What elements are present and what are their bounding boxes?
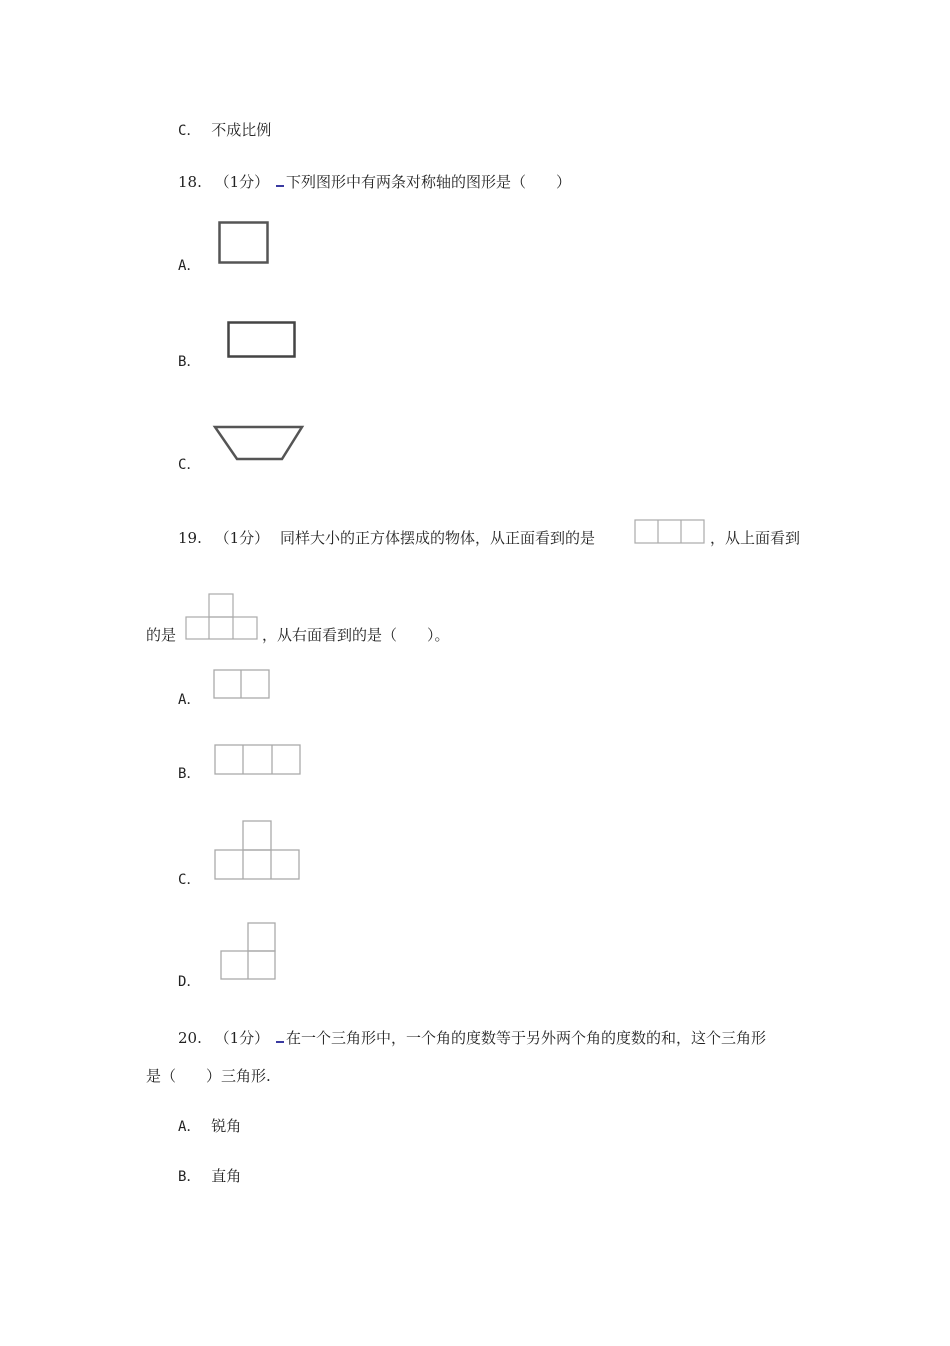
q18-option-c-label: C． bbox=[178, 457, 201, 473]
q20-stem-line1 bbox=[178, 1027, 766, 1048]
q20-option-b bbox=[178, 1166, 241, 1187]
trapezoid-figure bbox=[210, 424, 306, 464]
option-separator: ． bbox=[186, 1119, 201, 1135]
option-text: 直角 bbox=[211, 1167, 242, 1185]
question-number: 20. bbox=[178, 1029, 202, 1047]
option-letter: A bbox=[178, 1119, 187, 1135]
question-text-3: 的是 bbox=[146, 626, 177, 644]
option-letter: C bbox=[178, 123, 187, 139]
q17-option-c bbox=[178, 120, 271, 141]
q19-option-d-label: D． bbox=[178, 974, 201, 990]
answer-blank-mark bbox=[276, 171, 284, 187]
square-figure bbox=[218, 221, 270, 265]
question-number: 18. bbox=[178, 173, 202, 191]
q19-option-c-label: C． bbox=[178, 872, 201, 888]
rectangle-figure bbox=[227, 321, 297, 359]
q19-stem-line1 bbox=[178, 528, 595, 548]
answer-blank-mark bbox=[276, 1027, 284, 1043]
question-score: （1分） bbox=[214, 529, 270, 547]
q19-option-b-label: B． bbox=[178, 766, 201, 782]
question-text: 下列图形中有两条对称轴的图形是（ ） bbox=[285, 173, 571, 191]
question-score: （1分） bbox=[214, 1029, 270, 1047]
question-score: （1分） bbox=[214, 173, 270, 191]
option-text: 不成比例 bbox=[211, 121, 272, 139]
question-text-2: ，从上面看到 bbox=[710, 529, 801, 547]
q18-option-b-label: B． bbox=[178, 354, 201, 370]
question-number: 19. bbox=[178, 529, 202, 547]
option-text: 锐角 bbox=[211, 1117, 242, 1135]
q18-option-a-label: A． bbox=[178, 258, 201, 274]
option-separator: ． bbox=[186, 123, 201, 139]
q20-option-a bbox=[178, 1116, 241, 1137]
option-letter: B bbox=[178, 1169, 187, 1185]
two-squares-figure bbox=[213, 669, 271, 700]
front-view-figure bbox=[634, 519, 706, 545]
q20-stem-line2: 是（ ）三角形. bbox=[146, 1067, 271, 1085]
q19-option-a-label: A． bbox=[178, 692, 201, 708]
question-text-1: 同样大小的正方体摆成的物体，从正面看到的是 bbox=[279, 529, 595, 547]
question-text: 在一个三角形中，一个角的度数等于另外两个角的度数的和，这个三角形 bbox=[285, 1029, 766, 1047]
question-text-4: ，从右面看到的是（ ）。 bbox=[262, 626, 450, 644]
top-view-figure bbox=[185, 593, 259, 641]
three-squares-figure bbox=[214, 744, 302, 776]
t-shape-figure bbox=[214, 820, 302, 882]
l-shape-figure bbox=[220, 922, 280, 982]
q18-stem bbox=[178, 171, 571, 192]
option-separator: ． bbox=[186, 1169, 201, 1185]
